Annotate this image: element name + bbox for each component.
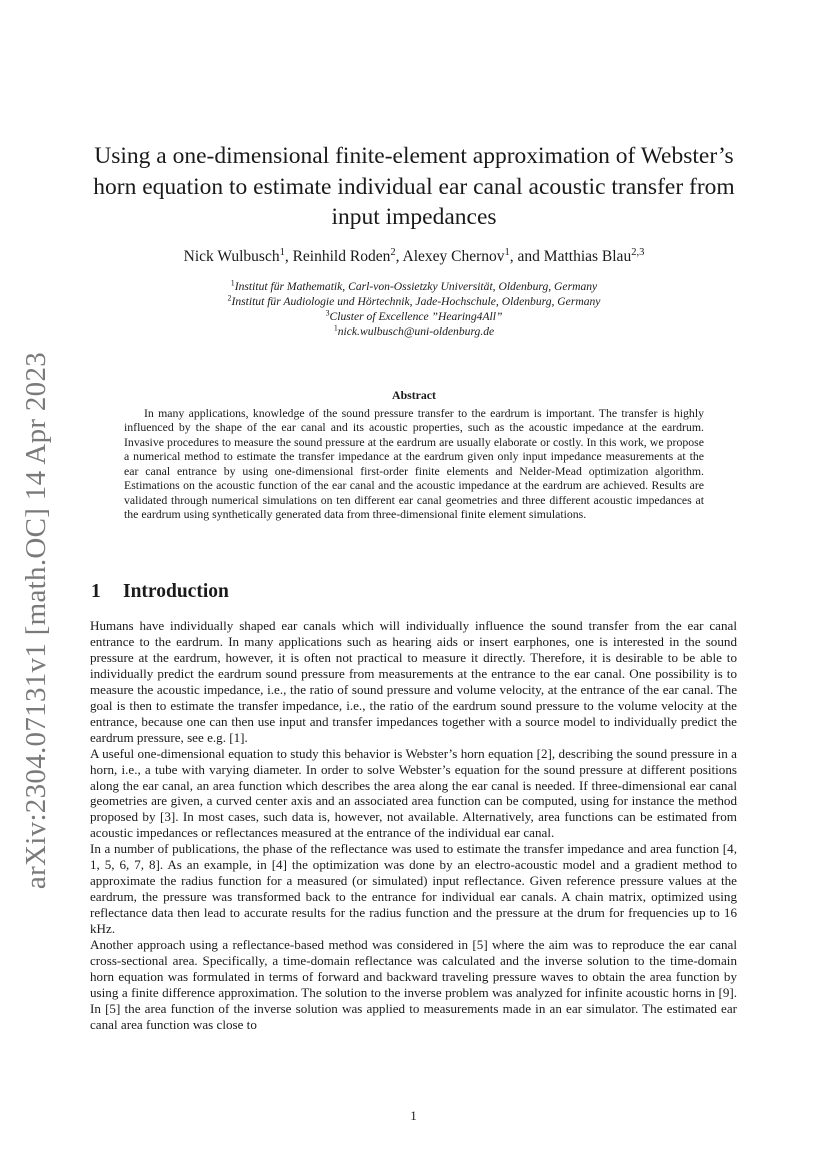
author: Reinhild Roden$^2$	[292, 247, 396, 265]
author: Alexey Chernov$^1$	[402, 247, 510, 265]
affiliation: $^1$Institut für Mathematik, Carl-von-Ossietzky Universität, Oldenburg, Germany	[230, 278, 598, 293]
paragraph: Another approach using a reflectance-based method was considered in [5] where the aim was to reproduce the ear canal cross-sectional area. Specifically, a time-domain reflectance was calculated and the inverse solution to the time-domain horn equation was formulated in terms of forward and backward traveling pressure waves to obtain the area function by using a finite difference approximation. The solution to the inverse problem was analyzed for infinite acoustic horns in [9]. In [5] the area function of the inverse solution was applied to measurements made in an ear simulator. The estimated ear canal area function was close to	[90, 937, 737, 1032]
affiliation: $^3$Cluster of Excellence ”Hearing4All”	[325, 308, 503, 323]
paragraph: Humans have individually shaped ear canals which will individually influence the sound transfer from the ear canal entrance to the eardrum. In many applications such as hearing aids or insert earphones, one is interested in the sound pressure at the eardrum, however, it is often not practical to measure it directly. Therefore, it is desirable to be able to individually predict the eardrum sound pressure from measurements at the entrance to the ear canal. One possibility is to measure the acoustic impedance, i.e., the ratio of sound pressure and volume velocity, at the entrance of the ear canal. The goal is then to estimate the transfer impedance, i.e., the ratio of the eardrum sound pressure to the volume velocity at the entrance, because one can then use input and transfer impedances together with a source model to individually predict the eardrum pressure, see e.g. [1].	[90, 618, 737, 745]
paragraph: In a number of publications, the phase of the reflectance was used to estimate the transfer impedance and area function [4, 1, 5, 6, 7, 8]. As an example, in [4] the optimization was done by an electro-acoustic model and a gradient method to approximate the radius function for a measured (or simulated) input reflectance. Given reference pressure values at the eardrum, the pressure was transformed back to the entrance for individual ear canals. A chain matrix, optimized using reflectance data then lead to accurate results for the radius function and the pressure at the drum for frequencies up to 16 kHz.	[90, 841, 737, 937]
arxiv-stamp	[17, 351, 57, 889]
abstract-heading: Abstract	[392, 388, 436, 402]
author: Nick Wulbusch$^1$	[183, 247, 285, 265]
affiliation: $^2$Institut für Audiologie und Hörtechnik, Jade-Hochschule, Oldenburg, Germany	[227, 293, 601, 308]
section-heading	[91, 581, 229, 603]
page-number: 1	[410, 1108, 417, 1123]
affiliation-list	[80, 279, 748, 339]
arxiv-identifier: arXiv:2304.07131v1 [math.OC] 14 Apr 2023	[20, 351, 53, 889]
author: Matthias Blau$^{2,3}$	[543, 247, 645, 265]
paper-title: Using a one-dimensional finite-element approximation of Webster’s horn equation to estimate individual ear canal acoustic transfer from input impedances	[93, 143, 735, 230]
section-title: Introduction	[123, 581, 229, 602]
author-list: Nick Wulbusch$^1$, Reinhild Roden$^2$, Alexey Chernov$^1$, and Matthias Blau$^{2,3}$	[183, 247, 645, 265]
section-number: 1	[91, 581, 101, 602]
paragraph: A useful one-dimensional equation to study this behavior is Webster’s horn equation [2], describing the sound pressure in a horn, i.e., a tube with varying diameter. In order to solve Webster’s equation for the sound pressure at different positions along the ear canal, an area function which describes the area along the ear canal is needed. If three-dimensional ear canal geometries are given, a curved center axis and an associated area function can be computed, using for instance the method proposed by [3]. In most cases, such data is, however, not available. Alternatively, area functions can be estimated from acoustic impedances or reflectances measured at the entrance of the individual ear canal.	[90, 745, 737, 841]
abstract-text: In many applications, knowledge of the sound pressure transfer to the eardrum is important. The transfer is highly influenced by the shape of the ear canal and its acoustic properties, such as the acoustic impedance at the eardrum. Invasive procedures to measure the sound pressure at the eardrum are usually elaborate or costly. In this work, we propose a numerical method to estimate the transfer impedance at the eardrum given only input impedance measurements at the ear canal entrance by using one-dimensional first-order finite elements and Nelder-Mead optimization algorithm. Estimations on the acoustic function of the ear canal and the acoustic impedance at the eardrum are achieved. Results are validated through numerical simulations on ten different ear canal geometries and three different acoustic impedances at the eardrum using synthetically generated data from three-dimensional finite element simulations.	[124, 406, 704, 522]
body-text	[90, 618, 737, 1033]
contact-email: $^1$nick.wulbusch@uni-oldenburg.de	[333, 323, 495, 338]
